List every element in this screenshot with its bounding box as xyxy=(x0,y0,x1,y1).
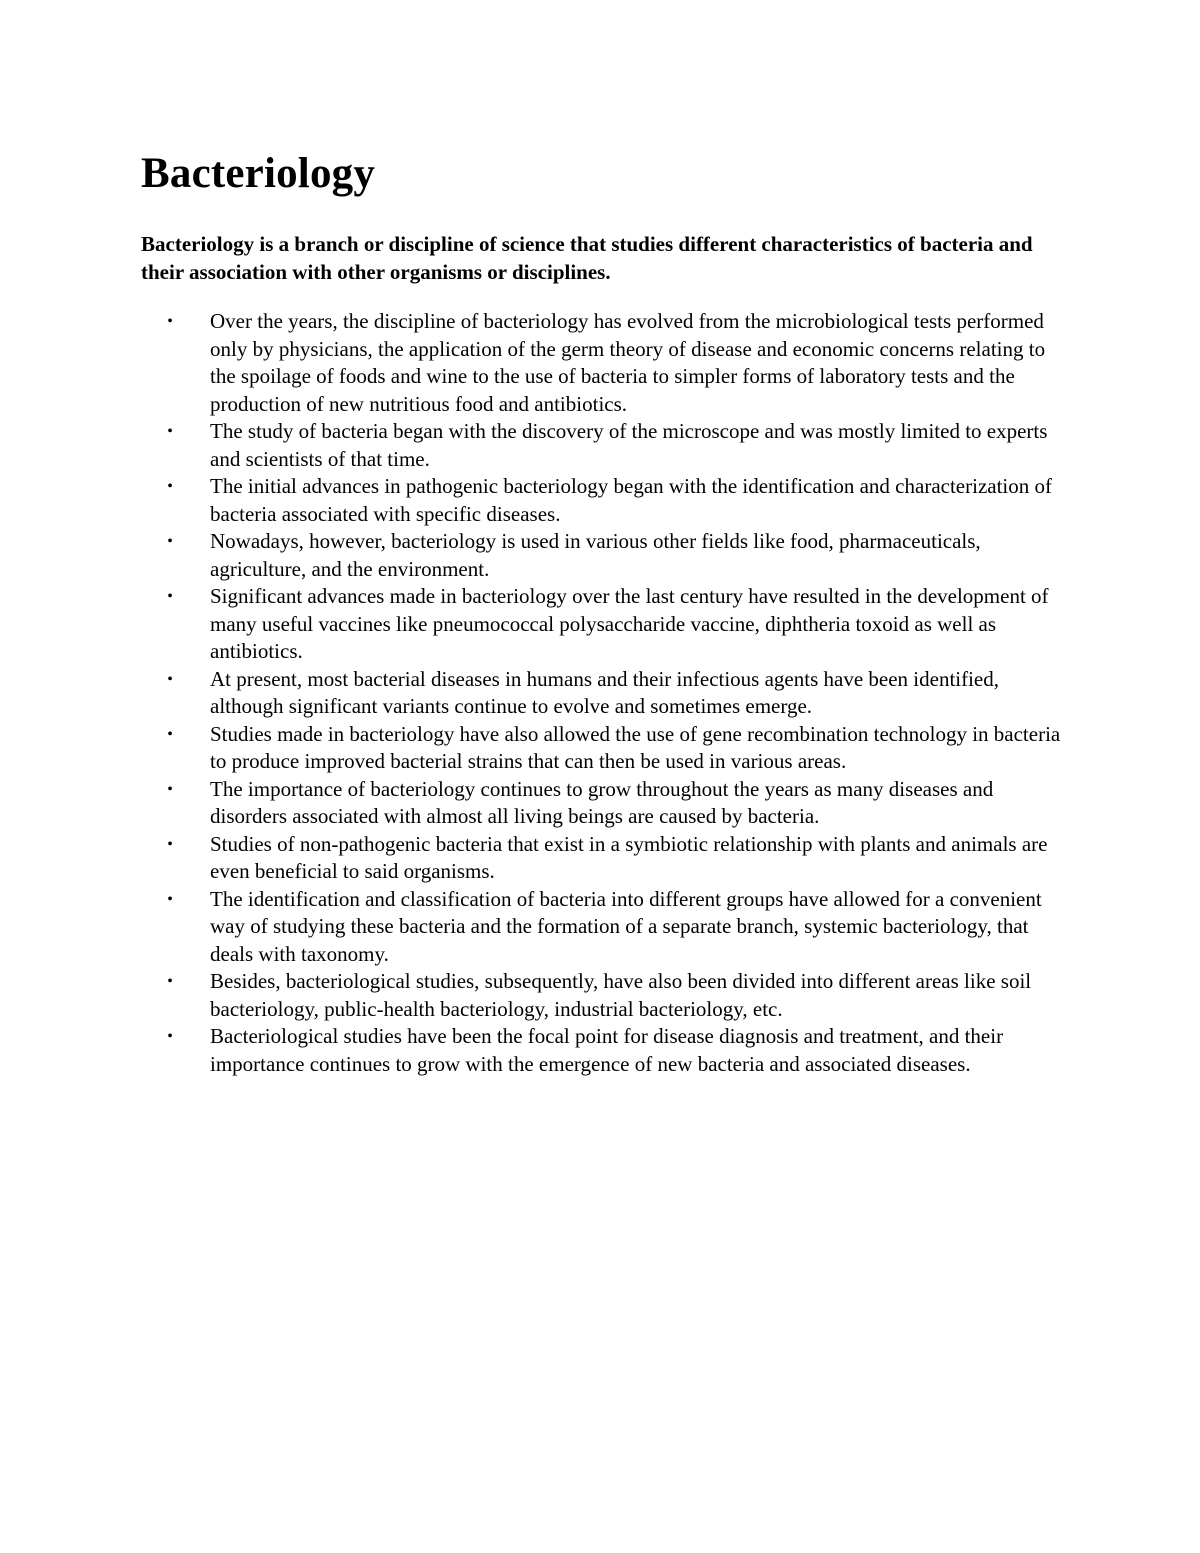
bullet-icon: • xyxy=(167,780,173,798)
bullet-list xyxy=(167,308,1070,1078)
list-item-text: Nowadays, however, bacteriology is used in various other fields like food, pharmaceuticals, agriculture, and the environment. xyxy=(210,529,981,581)
bullet-icon: • xyxy=(167,890,173,908)
list-item xyxy=(167,1023,1070,1078)
list-item-text: The identification and classification of bacteria into different groups have allowed for a convenient way of studying these bacteria and the formation of a separate branch, systemic bacteriology, that deals with taxonomy. xyxy=(210,886,1042,966)
bullet-icon: • xyxy=(167,423,173,440)
list-item-text: Over the years, the discipline of bacteriology has evolved from the microbiological tests performed only by physicians, the application of the germ theory of disease and economic concerns relating to the spoilage of foods and wine to the use of bacteria to simpler forms of laboratory tests and the production of new nutritious food and antibiotics. xyxy=(210,309,1046,416)
bullet-icon: • xyxy=(167,1028,173,1045)
list-item-text: The initial advances in pathogenic bacteriology began with the identification and characterization of bacteria associated with specific diseases. xyxy=(210,474,1052,526)
bullet-icon: • xyxy=(167,588,173,605)
bullet-icon: • xyxy=(167,533,173,550)
bullet-icon: • xyxy=(167,478,173,495)
list-item xyxy=(167,721,1070,776)
list-item xyxy=(167,528,1070,583)
list-item xyxy=(167,968,1070,1023)
bullet-icon: • xyxy=(167,973,173,990)
list-item xyxy=(167,776,1070,831)
list-item xyxy=(167,308,1070,418)
list-item xyxy=(167,886,1070,969)
intro-paragraph: Bacteriology is a branch or discipline of science that studies different characteristics of bacteria and their association with other organisms or disciplines. xyxy=(141,232,1033,284)
bullet-icon: • xyxy=(167,725,173,743)
list-item-text: Bacteriological studies have been the focal point for disease diagnosis and treatment, and their importance continues to grow with the emergence of new bacteria and associated diseases. xyxy=(210,1024,1004,1076)
list-item-text: Studies of non-pathogenic bacteria that exist in a symbiotic relationship with plants and animals are even beneficial to said organisms. xyxy=(210,831,1048,883)
bullet-icon: • xyxy=(167,835,173,853)
list-item xyxy=(167,583,1070,666)
list-item-text: The importance of bacteriology continues to grow throughout the years as many diseases and disorders associated with almost all living beings are caused by bacteria. xyxy=(210,776,994,828)
list-item-text: At present, most bacterial diseases in humans and their infectious agents have been identified, although significant variants continue to evolve and sometimes emerge. xyxy=(210,666,1000,718)
list-item xyxy=(167,418,1070,473)
list-item-text: Significant advances made in bacteriology over the last century have resulted in the development of many useful vaccines like pneumococcal polysaccharide vaccine, diphtheria toxoid as well as antibiotics. xyxy=(210,584,1049,663)
bullet-icon: • xyxy=(167,670,173,688)
list-item xyxy=(167,831,1070,886)
document-title: Bacteriology xyxy=(141,150,376,197)
list-item-text: Besides, bacteriological studies, subsequently, have also been divided into different areas like soil bacteriology, public-health bacteriology, industrial bacteriology, etc. xyxy=(210,969,1032,1021)
list-item-text: The study of bacteria began with the discovery of the microscope and was mostly limited to experts and scientists of that time. xyxy=(210,419,1048,471)
list-item xyxy=(167,473,1070,528)
list-item xyxy=(167,666,1070,721)
bullet-icon: • xyxy=(167,313,173,330)
list-item-text: Studies made in bacteriology have also allowed the use of gene recombination technology in bacteria to produce improved bacterial strains that can then be used in various areas. xyxy=(210,721,1061,773)
